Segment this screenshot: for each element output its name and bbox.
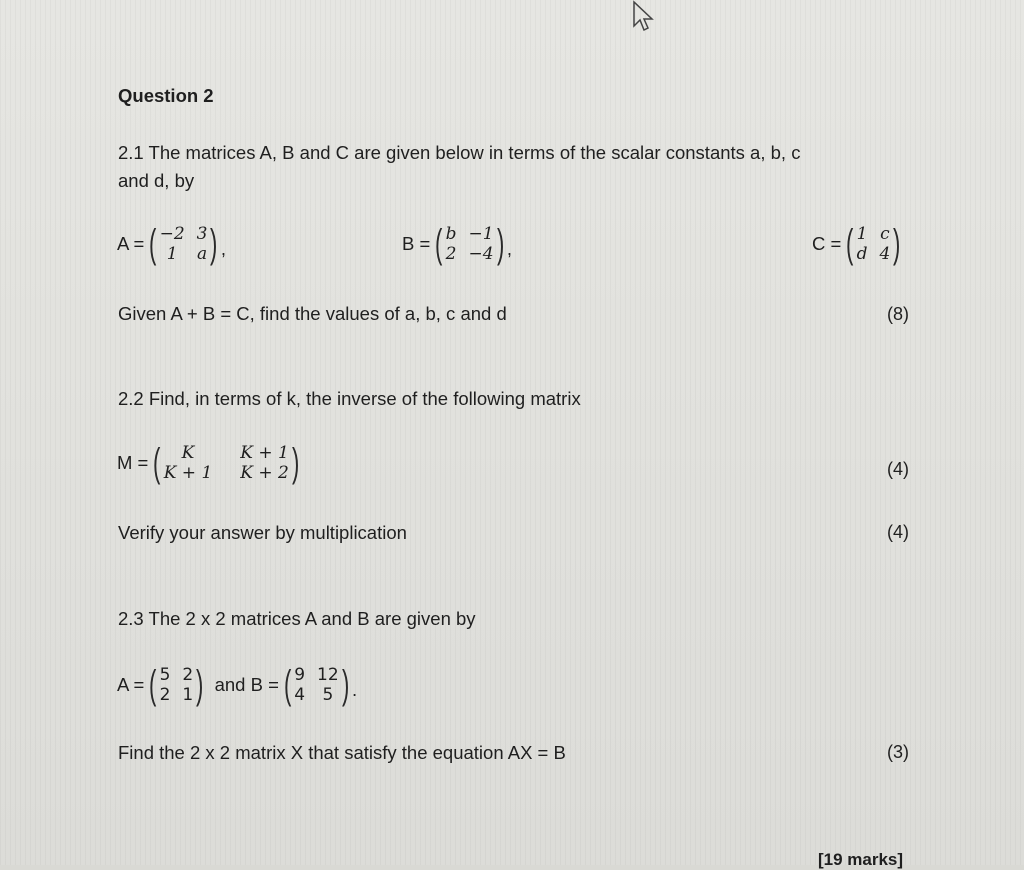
matrix-m-label: M =: [117, 452, 149, 473]
q23-intro: 2.3 The 2 x 2 matrices A and B are given by: [118, 608, 476, 629]
matrix-c-grid: [857, 224, 891, 264]
matrix-cell: 5: [159, 665, 171, 685]
matrix-cell: K + 1: [163, 463, 213, 483]
q21-matrix-c: C = ( 1 c d 4 ): [812, 222, 901, 266]
matrix-cell: 2: [182, 665, 194, 685]
q23-matrices: A = ( 5 2 2 1 ) and B = ( 9 12 4 5 ) .: [117, 663, 358, 707]
q21-intro-line2: and d, by: [118, 170, 195, 191]
q22-intro: 2.2 Find, in terms of k, the inverse of the following matrix: [118, 388, 581, 409]
matrix-cell: 3: [196, 224, 208, 244]
mouse-pointer-icon: [628, 0, 662, 34]
q21-marks: (8): [887, 304, 909, 324]
matrix-cell: 2: [159, 685, 171, 705]
matrix-m-grid: [164, 443, 289, 483]
matrix-cell: 1: [182, 685, 194, 705]
question-title: Question 2: [118, 85, 214, 106]
matrix-c-label: C =: [812, 233, 842, 254]
q22-verify: Verify your answer by multiplication: [118, 522, 407, 543]
q23-matrix-a-grid: [160, 665, 194, 705]
matrix-a-tail: ,: [220, 238, 226, 259]
matrix-cell: 1: [856, 224, 868, 244]
q21-matrix-a: A = ( −2 3 1 a ) ,: [117, 222, 226, 266]
matrix-a-grid: [160, 224, 208, 264]
matrix-cell: b: [445, 224, 457, 244]
q23-matrix-b-grid: [294, 665, 338, 705]
matrix-cell: d: [856, 244, 868, 264]
q23-marks: (3): [887, 742, 909, 762]
matrix-cell: a: [197, 244, 208, 264]
q23-connector: and B =: [214, 674, 279, 695]
matrix-cell: 9: [294, 665, 306, 685]
q22-matrix-m: M = ( K K + 1 K + 1 K + 2 ): [117, 441, 300, 485]
matrix-cell: −1: [468, 224, 494, 244]
matrix-a-label: A =: [117, 233, 145, 254]
q21-intro-line1: 2.1 The matrices A, B and C are given below in terms of the scalar constants a, b, c: [118, 142, 801, 163]
matrix-cell: −2: [159, 224, 185, 244]
q23-task: Find the 2 x 2 matrix X that satisfy the equation AX = B: [118, 742, 566, 763]
matrix-cell: 4: [879, 244, 891, 264]
matrix-cell: K: [181, 443, 195, 463]
matrix-cell: 2: [445, 244, 457, 264]
matrix-b-tail: ,: [506, 238, 513, 259]
matrix-cell: K + 2: [240, 463, 289, 483]
total-marks: [19 marks]: [818, 850, 904, 869]
matrix-cell: 5: [322, 685, 334, 705]
q21-matrix-b: B = ( b −1 2 −4 ) ,: [402, 222, 513, 266]
matrix-cell: 4: [294, 685, 306, 705]
q23-matrix-b-tail: .: [352, 679, 358, 700]
q21-task: Given A + B = C, find the values of a, b, c and d: [118, 303, 507, 324]
q22-marks-inverse: (4): [887, 459, 909, 479]
matrix-cell: 12: [317, 665, 339, 685]
matrix-cell: c: [880, 224, 890, 244]
q22-marks-verify: (4): [887, 522, 909, 542]
matrix-a-label: A =: [117, 674, 145, 695]
matrix-cell: 1: [166, 244, 178, 264]
matrix-b-label: B =: [402, 233, 431, 254]
matrix-cell: K + 1: [240, 443, 289, 463]
matrix-cell: −4: [468, 244, 494, 264]
matrix-b-grid: [446, 224, 494, 264]
